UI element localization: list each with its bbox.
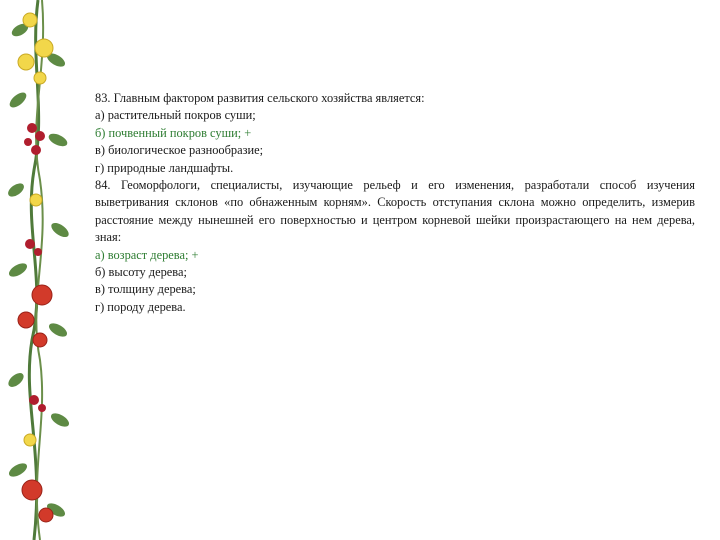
- question-83-option-d: г) природные ландшафты.: [95, 160, 234, 175]
- question-83-option-a: а) растительный покров суши;: [95, 108, 256, 123]
- question-84-stem: 84. Геоморфологи, специалисты, изучающие рельеф и его изменения, разработали способ изучения выветривания склонов «по обнаженным корням». Скорость отступания склона можно определить, измерив расстояние между нынешней его поверхностью и центром корневой шейки произрастающего на нем дерева, зная:: [95, 178, 695, 245]
- question-84-option-d: г) породу дерева.: [95, 299, 186, 314]
- question-84-option-a-correct: а) возраст дерева; +: [95, 247, 199, 262]
- question-83-stem: 83. Главным фактором развития сельского хозяйства является:: [95, 91, 425, 105]
- floral-vine-border-icon: [0, 0, 78, 540]
- quiz-text: [95, 90, 695, 316]
- question-84-option-c: в) толщину дерева;: [95, 282, 196, 297]
- question-83-option-b-correct: б) почвенный покров суши; +: [95, 125, 252, 140]
- question-84-option-b: б) высоту дерева;: [95, 265, 187, 280]
- question-83-option-c: в) биологическое разнообразие;: [95, 143, 264, 158]
